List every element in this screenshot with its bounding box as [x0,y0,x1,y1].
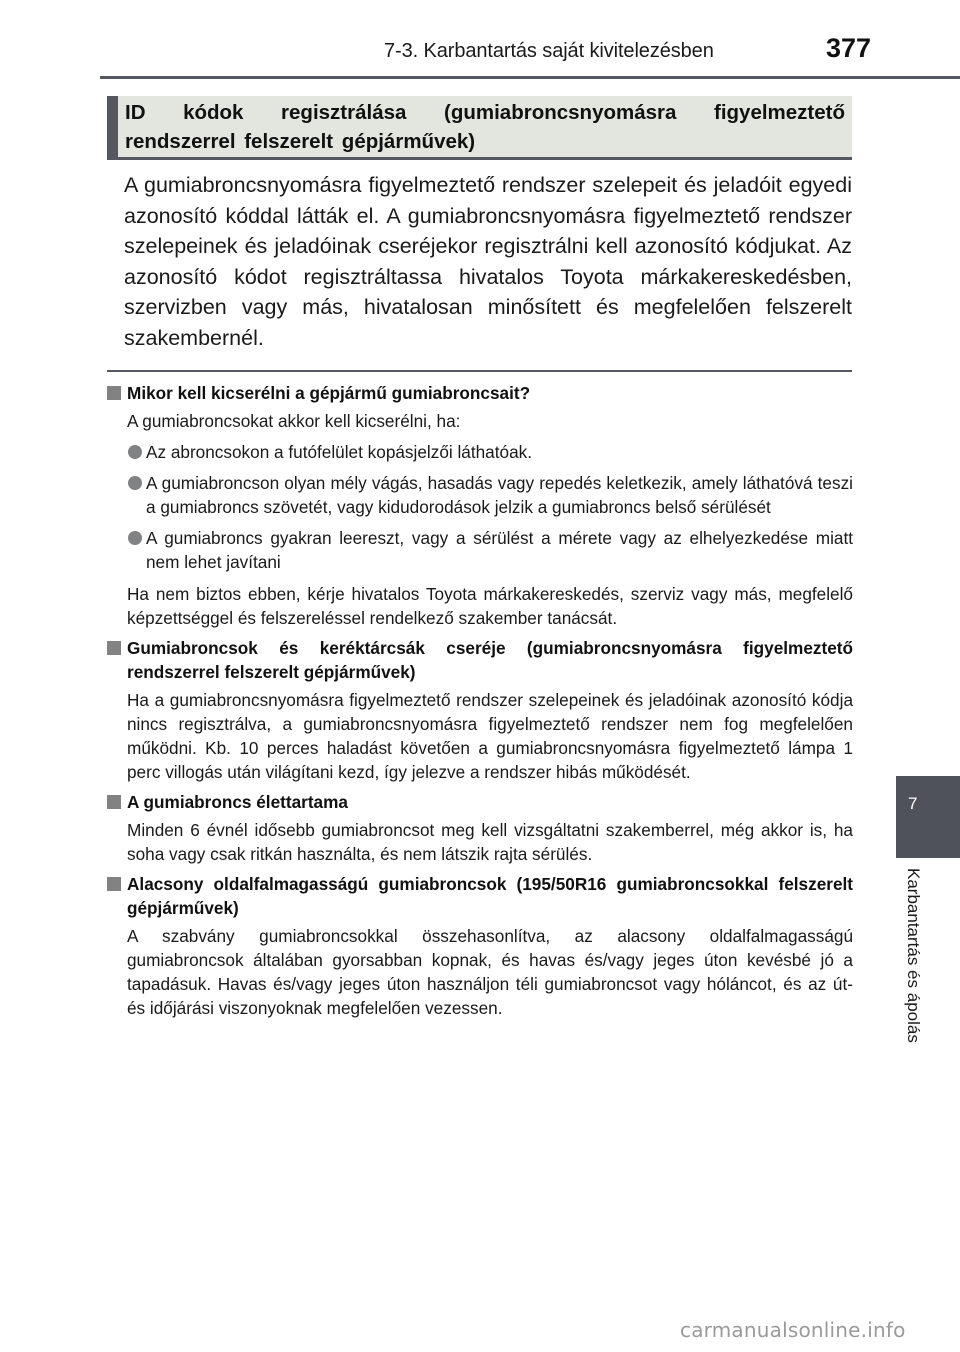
note-text: Ha a gumiabroncsnyomásra figyelmeztető rendszer szelepeinek és jeladóinak azonosító kódja nincs regisztrálva, a gumiabroncsnyomásra figyelmeztető rendszer nem fog megfelelően működni. Kb. 10 perces haladást követően a gumiabroncsnyomásra figyelmeztető lámpa 1 perc villogás után világítani kezd, így jelezve a rendszer hibás működését. [127,690,853,782]
square-bullet-icon [107,795,121,809]
round-bullet-icon [128,531,142,545]
watermark: carmanualsonline.info [680,1318,906,1342]
intro-paragraph: A gumiabroncsnyomásra figyelmeztető rendszer szelepeit és jeladóit egyedi azonosító kóddal látták el. A gumiabroncsnyomásra figyelmeztető rendszer szelepeinek és jeladóinak cseréjekor regisztrálni kell azonosító kódjukat. Az azonosító kódot regisztráltassa hivatalos Toyota márkakereskedésben, szervizben vagy más, hivatalosan minősített és megfelelően felszerelt szakembernél. [124,173,852,350]
section-title-box [107,96,852,160]
round-bullet-icon [128,445,142,459]
section-divider [107,370,852,372]
square-bullet-icon [107,877,121,891]
note-heading [107,636,853,684]
page-number: 377 [826,33,872,63]
note-text: A gumiabroncsokat akkor kell kicserélni, ha: [127,411,461,431]
section-title: ID kódok regisztrálása (gumiabroncsnyomásra figyelmeztető rendszerrel felszerelt gépjárművek) [125,101,845,153]
note-heading-text: Gumiabroncsok és keréktárcsák cseréje (gumiabroncsnyomásra figyelmeztető rendszerrel felszerelt gépjárművek) [127,638,853,682]
running-head: 7-3. Karbantartás saját kivitelezésben [384,40,714,62]
list-item-text: A gumiabroncs gyakran leereszt, vagy a sérülést a mérete vagy az elhelyezkedése miatt nem lehet javítani [146,528,853,572]
list-item-text: Az abroncsokon a futófelület kopásjelzői láthatóak. [146,442,533,462]
square-bullet-icon [107,641,121,655]
note-heading-text: Alacsony oldalfalmagasságú gumiabroncsok (195/50R16 gumiabroncsokkal felszerelt gépjárművek) [127,874,853,918]
square-bullet-icon [107,386,121,400]
note-text: Minden 6 évnél idősebb gumiabroncsot meg kell vizsgáltatni szakemberrel, még akkor is, ha soha vagy csak ritkán használta, és nem látszik rajta sérülés. [127,820,853,864]
list-item [107,471,853,519]
notes-block [107,381,853,1020]
list-item-text: A gumiabroncson olyan mély vágás, hasadás vagy repedés keletkezik, amely láthatóvá teszi a gumiabroncs szövetét, vagy kidudorodások jelzik a gumiabroncs belső sérülését [146,473,853,517]
note-text: Ha nem biztos ebben, kérje hivatalos Toyota márkakereskedés, szerviz vagy más, megfelelő képzettséggel és felszereléssel rendelkező szakember tanácsát. [127,584,853,628]
list-item [107,440,853,464]
note-text: A szabvány gumiabroncsokkal összehasonlítva, az alacsony oldalfalmagasságú gumiabroncsok általában gyorsabban kopnak, és havas és/vagy jeges úton kevésbé jó a tapadásuk. Havas és/vagy jeges úton használjon téli gumiabroncsot vagy hóláncot, és az út- és időjárási viszonyoknak megfelelően vezessen. [127,926,853,1018]
section-title-bar [107,96,118,157]
chapter-number: 7 [908,794,918,813]
note-heading-text: A gumiabroncs élettartama [127,792,348,812]
list-item [107,526,853,574]
chapter-label: Karbantartás és ápolás [904,868,923,1043]
round-bullet-icon [128,476,142,490]
note-heading-text: Mikor kell kicserélni a gépjármű gumiabroncsait? [127,383,531,403]
chapter-tab[interactable] [896,776,960,858]
note-heading [107,790,853,814]
header-rule [100,76,960,79]
note-heading [107,872,853,920]
note-heading [107,381,853,405]
